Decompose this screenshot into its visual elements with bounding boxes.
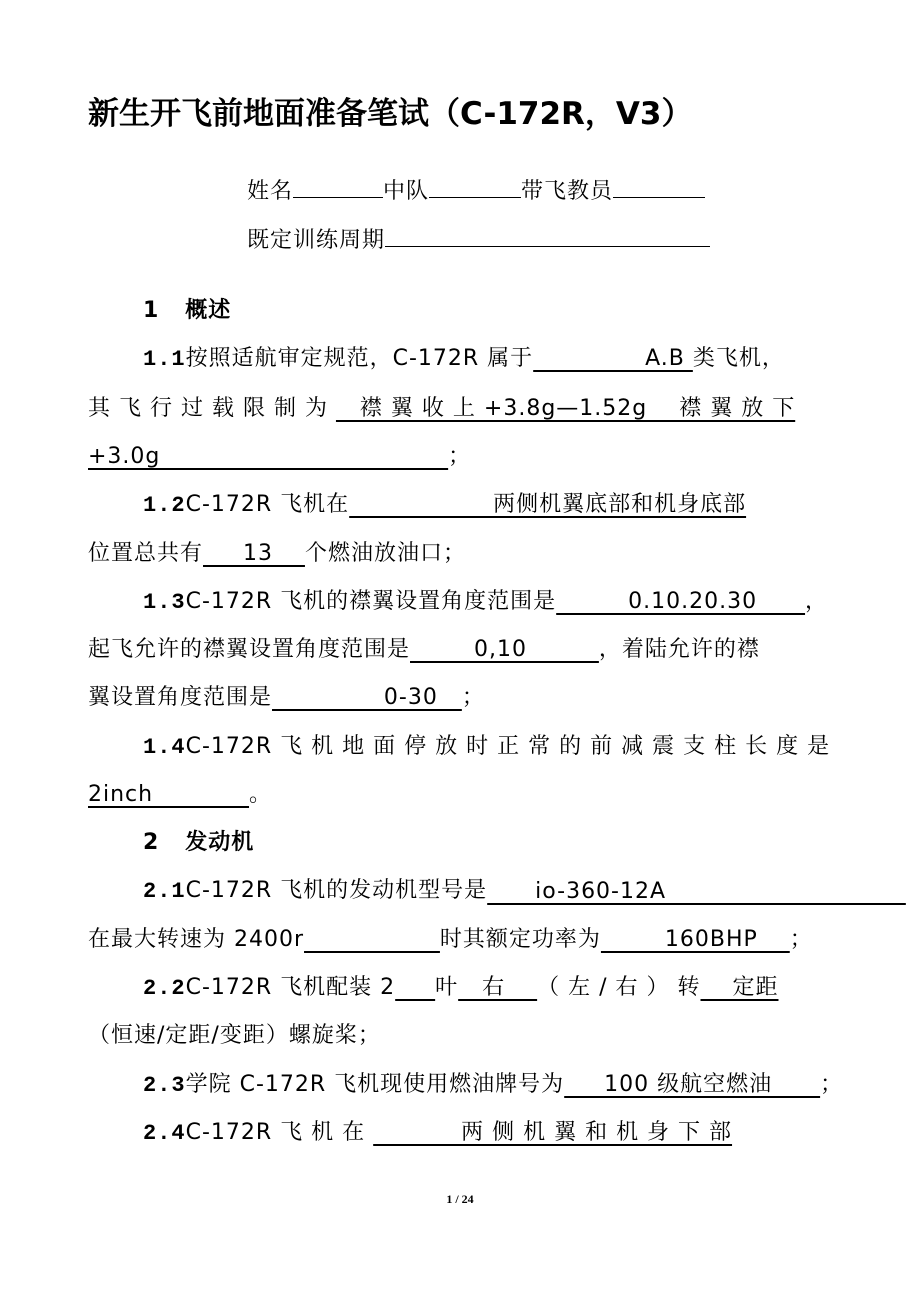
q-1-2-line-1	[143, 490, 746, 521]
question-text: C-172R 飞机的襟翼设置角度范围是	[185, 589, 557, 614]
question-text: 按照适航审定规范，C-172R 属于	[185, 346, 534, 371]
question-text: ；	[461, 685, 485, 710]
question-text: ，着陆允许的襟	[598, 637, 760, 662]
question-text: ；	[448, 444, 472, 469]
instructor-label: 带飞教员	[521, 179, 614, 204]
q-2-1-line-2	[88, 925, 813, 955]
question-number: 1.1	[143, 347, 186, 372]
answer-blank	[395, 975, 435, 1000]
question-text: ，	[805, 589, 829, 614]
q-2-2-line-1	[143, 973, 778, 1004]
question-text: 个燃油放油口；	[304, 541, 466, 566]
answer: 两 侧 机 翼 和 机 身 下 部	[373, 1120, 733, 1145]
header-line-1	[247, 177, 705, 207]
answer: 100 级航空燃油	[564, 1072, 821, 1097]
q-1-4-line-2	[88, 780, 272, 810]
question-number: 2.3	[143, 1073, 186, 1098]
question-text: C-172R 飞机的发动机型号是	[185, 878, 488, 903]
question-text: 起飞允许的襟翼设置角度范围是	[88, 637, 411, 662]
q-2-4-line-1	[143, 1118, 732, 1149]
question-text: C-172R 飞机配装 2	[185, 975, 396, 1000]
answer: io-360-12A	[487, 879, 906, 904]
question-text: 学院 C-172R 飞机现使用燃油牌号为	[185, 1072, 565, 1097]
period-blank[interactable]	[385, 228, 710, 247]
squad-blank[interactable]	[429, 179, 521, 198]
squad-label: 中队	[383, 179, 430, 204]
q-1-1-line-3	[88, 442, 471, 472]
page-title: 新生开飞前地面准备笔试（C-172R，V3）	[88, 96, 693, 132]
question-text: 其 飞 行 过 载 限 制 为	[88, 396, 336, 421]
q-1-3-line-2	[88, 635, 760, 665]
q-2-1-line-1	[143, 876, 906, 907]
question-number: 1.2	[143, 493, 186, 518]
question-number: 2.2	[143, 976, 186, 1001]
answer: 0,10	[410, 637, 599, 662]
question-text: 。	[249, 782, 273, 807]
question-text: 时其额定功率为	[439, 927, 601, 952]
answer: 0.10.20.30	[556, 589, 806, 614]
question-text: 类飞机，	[692, 346, 785, 371]
period-label: 既定训练周期	[247, 228, 386, 253]
q-1-4-line-1	[143, 732, 830, 763]
answer: 160BHP	[600, 927, 790, 952]
section-1-heading	[143, 296, 231, 326]
answer: +3.0g	[88, 444, 449, 469]
question-text: 位置总共有	[88, 541, 204, 566]
question-text: C-172R 飞 机 地 面 停 放 时 正 常 的 前 减 震 支 柱 长 度 是	[185, 734, 831, 759]
question-text: （恒速/定距/变距）螺旋桨；	[88, 1023, 381, 1048]
answer: 定距	[700, 975, 779, 1000]
question-text: （ 左 / 右 ） 转	[537, 975, 701, 1000]
question-text: 在最大转速为 2400r	[88, 927, 305, 952]
q-1-3-line-3	[88, 683, 485, 713]
header-line-2	[247, 226, 710, 256]
question-text: ；	[820, 1072, 844, 1097]
question-number: 2.4	[143, 1121, 186, 1146]
q-2-2-line-2	[88, 1021, 381, 1051]
q-2-3-line-1	[143, 1070, 843, 1101]
section-title: 概述	[185, 298, 232, 323]
answer: 13	[203, 541, 305, 566]
answer: 2inch	[88, 782, 250, 807]
answer: 两侧机翼底部和机身底部	[349, 492, 747, 517]
question-text: 翼设置角度范围是	[88, 685, 273, 710]
section-2-heading	[143, 828, 254, 858]
answer: 0-30	[272, 685, 462, 710]
question-text: 叶	[435, 975, 459, 1000]
q-1-1-line-1	[143, 344, 785, 375]
answer: 襟 翼 收 上 +3.8g—1.52g 襟 翼 放 下	[335, 396, 796, 421]
name-label: 姓名	[247, 179, 294, 204]
question-number: 1.3	[143, 590, 186, 615]
question-text: C-172R 飞机在	[185, 492, 350, 517]
q-1-1-line-2	[88, 394, 795, 424]
question-number: 1.4	[143, 735, 186, 760]
question-text: C-172R 飞 机 在	[185, 1120, 374, 1145]
q-1-3-line-1	[143, 587, 828, 618]
instructor-blank[interactable]	[613, 179, 705, 198]
section-title: 发动机	[185, 830, 255, 855]
section-number: 2	[143, 830, 160, 855]
name-blank[interactable]	[293, 179, 383, 198]
page-number: 1 / 24	[446, 1192, 474, 1206]
question-number: 2.1	[143, 879, 186, 904]
answer-blank	[304, 927, 440, 952]
section-number: 1	[143, 298, 160, 323]
answer: 右	[458, 975, 538, 1000]
q-1-2-line-2	[88, 539, 466, 569]
answer: A.B	[533, 346, 693, 371]
question-text: ；	[789, 927, 813, 952]
